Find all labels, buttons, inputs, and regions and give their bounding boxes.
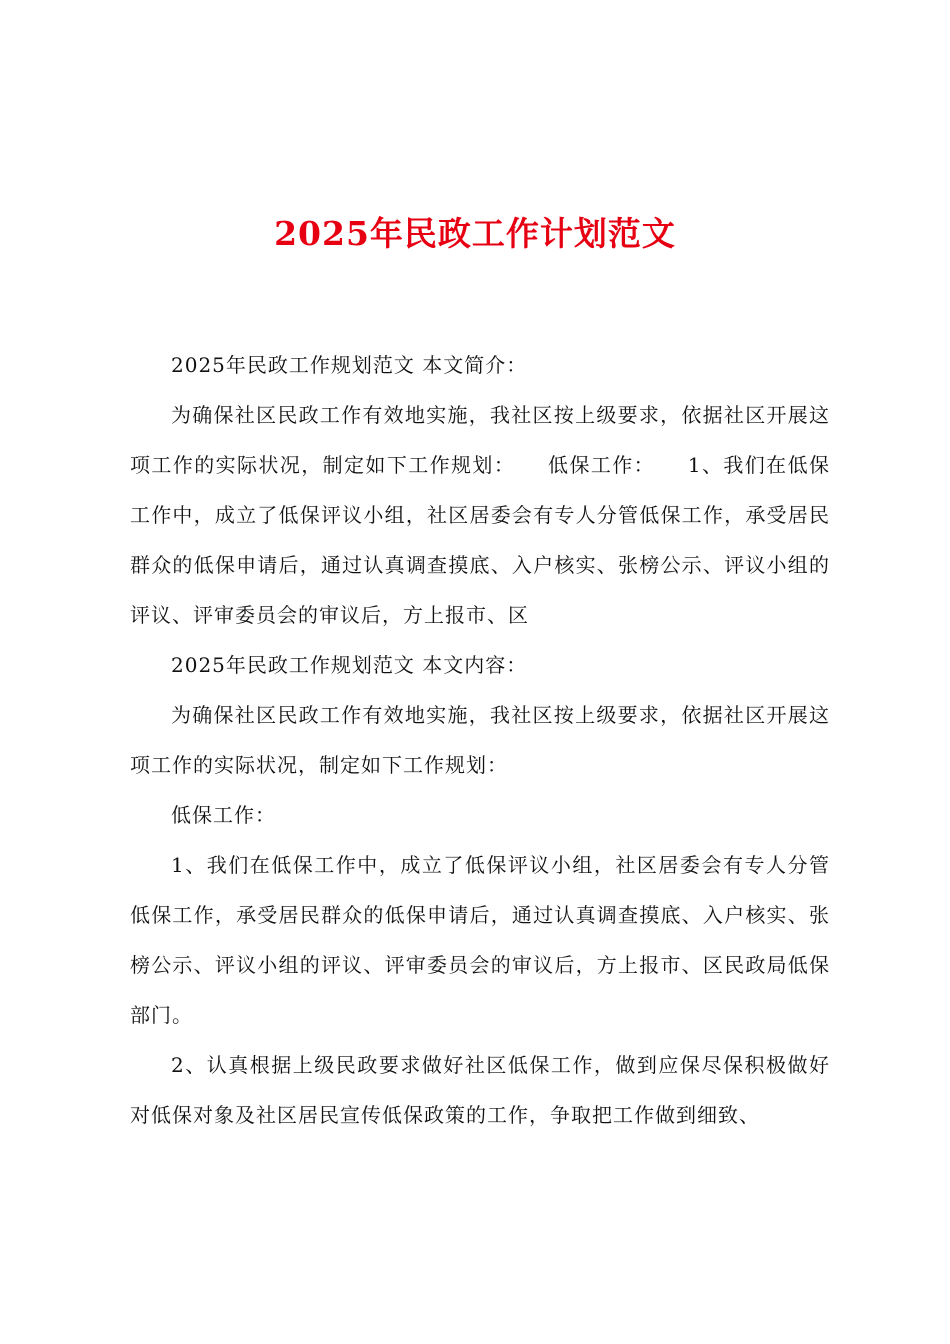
item-paragraph-2: 2、认真根据上级民政要求做好社区低保工作，做到应保尽保积极做好对低保对象及社区居民宣传低保政策的工作，争取把工作做到细致、 bbox=[130, 1053, 830, 1127]
content-heading: 2025年民政工作规划范文 本文内容： bbox=[171, 653, 528, 677]
summary-paragraph: 为确保社区民政工作有效地实施，我社区按上级要求，依据社区开展这项工作的实际状况，制定如下工作规划： 低保工作： 1、我们在低保工作中，成立了低保评议小组，社区居委会有专人分管低保工作，承受居民群众的低保申请后，通过认真调查摸底、入户核实、张榜公示、评议小组的评议、评审委员会的审议后，方上报市、区 bbox=[130, 403, 830, 627]
document-body bbox=[130, 340, 830, 1140]
item-paragraph-1: 1、我们在低保工作中，成立了低保评议小组，社区居委会有专人分管低保工作，承受居民群众的低保申请后，通过认真调查摸底、入户核实、张榜公示、评议小组的评议、评审委员会的审议后，方上报市、区民政局低保部门。 bbox=[130, 853, 830, 1027]
document-title: 2025年民政工作计划范文 bbox=[274, 214, 676, 253]
section-heading-low-income-work: 低保工作： bbox=[171, 803, 276, 827]
intro-paragraph: 为确保社区民政工作有效地实施，我社区按上级要求，依据社区开展这项工作的实际状况，制定如下工作规划： bbox=[130, 703, 830, 777]
summary-heading: 2025年民政工作规划范文 本文简介： bbox=[171, 353, 528, 377]
